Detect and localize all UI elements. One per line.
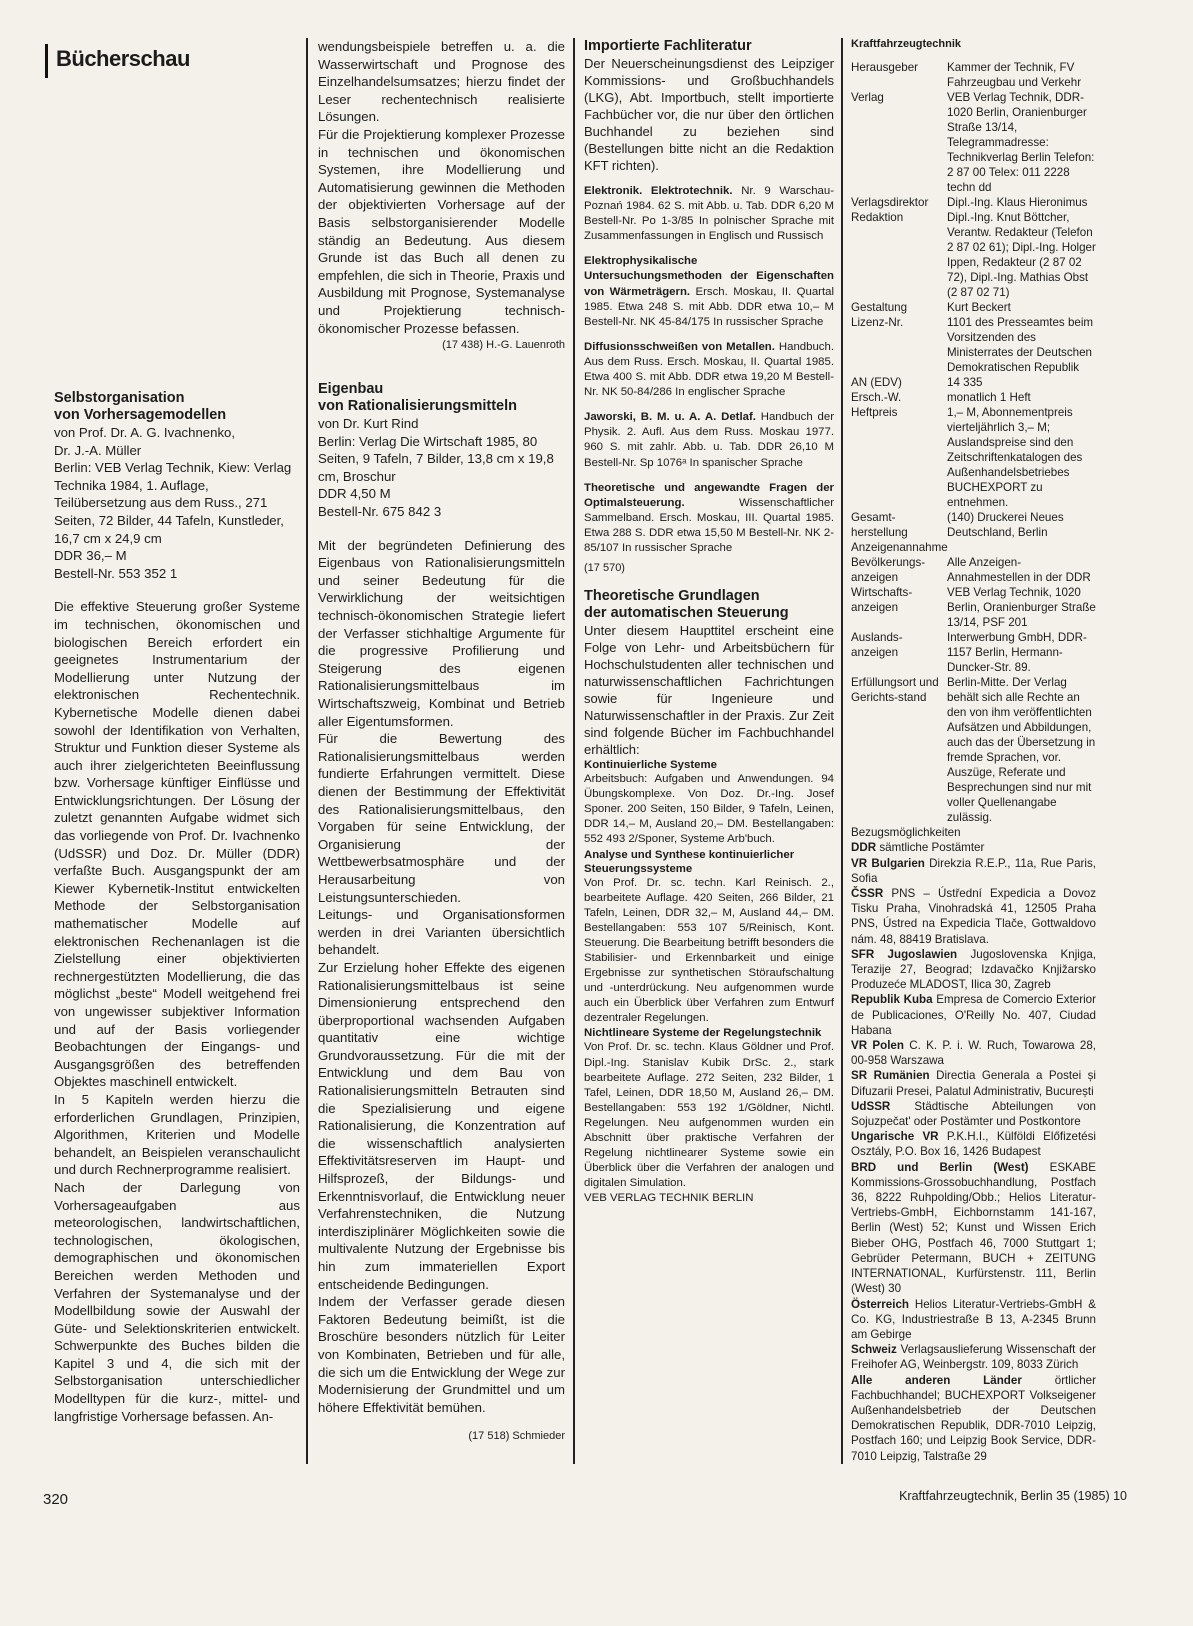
page-footer: Kraftfahrzeugtechnik, Berlin 35 (1985) 10 [899,1489,1127,1503]
imprint-row: Verlagsdirektor Dipl.-Ing. Klaus Hieronimus [851,196,1088,209]
distribution-entry: VR Polen C. K. P. i. W. Ruch, Towarowa 28, 00-958 Warszawa [851,1039,1096,1068]
publisher-line: VEB VERLAG TECHNIK BERLIN [584,1192,754,1205]
book-text: Von Prof. Dr. sc. techn. Klaus Göldner und Prof. Dipl.-Ing. Stanislav Kubik DrSc. 2., stark bearbeitete Auflage. 272 Seiten, 232 Bilder, 1 Tafel, Leinen, DDR 18,50 M, Ausland 26,– DM. Bestellangaben: 553 192 1/Göldner, Nichtl. Regelungen. Neu aufgenommen wurden ein Abschnitt über praktische Verfahren der Regelung nichtlinearer Systeme sowie ein Überblick über die Verfahren der analogen und digitalen Simulation. [584,1041,834,1190]
ads-row: Auslands-anzeigen Interwerbung GmbH, DDR-1157 Berlin, Hermann-Duncker-Str. 89. [851,631,1087,675]
import-title: Importierte Fachliteratur [584,38,752,54]
page-number: 320 [43,1491,69,1508]
distribution-entry: VR Bulgarien Direkzia R.E.P., 11a, Rue Paris, Sofia [851,856,1096,885]
imprint-row: Herausgeber Kammer der Technik, FV Fahrzeugbau und Verkehr [851,61,1082,89]
theory-title: Theoretische Grundlagen der automatischen Steuerung [584,588,789,622]
distribution-entry: Schweiz Verlagsauslieferung Wissenschaft der Freihofer AG, Weinbergstr. 109, 8033 Zürich [851,1343,1096,1372]
imprint-row: Redaktion Dipl.-Ing. Knut Böttcher, Verantw. Redakteur (Telefon 2 87 02 61); Dipl.-Ing. Holger Ippen, Redakteur (2 87 02 72), Dipl.-Ing. Mathias Obst (2 87 02 71) [851,211,1096,299]
section-marker [45,44,48,78]
column-rule [841,38,843,1464]
review-signature: (17 438) H.-G. Lauenroth [442,339,565,352]
import-entry: Elektrophysikalische Untersuchungsmethoden der Eigenschaften von Wärmeträgern. Ersch. Moskau, II. Quartal 1985. Etwa 248 S. mit Abb. DDR etwa 10,– M Bestell-Nr. NK 45-84/175 In russischer Sprache [584,255,834,328]
column-rule [573,38,575,1464]
review-meta: von Dr. Kurt Rind Berlin: Verlag Die Wirtschaft 1985, 80 Seiten, 9 Tafeln, 7 Bilder, 13,8 cm x 19,8 cm, Broschur DDR 4,50 M Bestell-Nr. 675 842 3 [318,416,554,520]
import-entry: Theoretische und angewandte Fragen der Optimalsteuerung. Wissenschaftlicher Sammelband. Ersch. Moskau, III. Quartal 1985. Etwa 288 S. DDR etwa 15,50 M Bestell-Nr. NK 2-85/107 In russischer Sprache [584,481,834,554]
distribution-entry: Ungarische VR P.K.H.I., Külföldi Előfizetési Osztály, P.O. Box 16, 1426 Budapest [851,1130,1096,1159]
imprint-table [851,60,1096,540]
distribution-entry: SR Rumänien Directia Generala a Postei și Difuzarii Presei, Palatul Administrativ, București [851,1069,1096,1098]
imprint-row: Heftpreis 1,– M, Abonnementpreis vierteljährlich 3,– M; Auslandspreise sind den Zeitschriftenkatalogen des Außenhandelsbetriebes BUCHEXPORT zu entnehmen. [851,406,1083,509]
imprint-row: Gesamt-herstellung (140) Druckerei Neues Deutschland, Berlin [851,511,1064,539]
column-1 [54,38,300,1425]
review-title: Eigenbau von Rationalisierungsmitteln [318,381,517,415]
book-heading: Nichtlineare Systeme der Regelungstechnik [584,1027,822,1040]
distribution-entry: DDR sämtliche Postämter [851,841,985,855]
imprint-row: AN (EDV) 14 335 [851,376,983,389]
imprint-row: Ersch.-W. monatlich 1 Heft [851,391,1031,404]
review-body: Mit der begründeten Definierung des Eigenbaus von Rationalisierungsmitteln und seiner Bedeutung für die Verwirklichung der weitsichtigen technisch-ökonomischen Strategie liefert der Verfasser stichhaltige Argumente für die progressive Profilierung und Steigerung des eigenen Rationalisierungsmittelbaus im Wirtschaftszweig, Kombinat und Betrieb aller Eigentumsformen. Für die Bewertung des Rationalisierungsmittelbaus werden fundierte Erfahrungen vermittelt. Diese dienen der Bestimmung der Effektivität des Rationalisierungsmittelbaus, den Vorgaben für seine Entwicklung, der Organisierung der Wettbewerbsatmosphäre und der Herausarbeitung von Leistungsunterschieden. Leitungs- und Organisationsformen werden in drei Varianten übersichtlich behandelt. Zur Erzielung hoher Effekte des eigenen Rationalisierungsmittelbaus ist seine Dimensionierung entsprechend den überproportional wachsenden Aufgaben quantitativ eine wichtige Grundvoraussetzung. Für die mit der Entwicklung und dem Bau von Rationalisierungsmitteln Betrauten sind die Spezialisierung und eigene Rationalisierung, die Konzentration auf die wissenschaftlich analysierten Effektivitätsreserven im Haupt- und Hilfsprozeß, der Bildungs- und Erkenntnisvorlauf, die Entwicklung neuer Verfahrenstechniken, die Nutzung interdisziplinärer Möglichkeiten sowie die multivalente Nutzung der Ergebnisse bis hin zum immateriellen Export entscheidende Bedingungen. Indem der Verfasser gerade diesen Faktoren Bedeutung beimißt, ist die Broschüre besonders nützlich für Leiter von Kombinaten, Betrieben und für alle, die sich um die Entwicklung der Wege zur Modernisierung der Grundmittel und um höhere Effektivität bemühen. [318,537,565,1415]
book-text: Arbeitsbuch: Aufgaben und Anwendungen. 94 Übungskomplexe. Von Doz. Dr.-Ing. Josef Sponer. 200 Seiten, 150 Bilder, 9 Tafeln, Leinen, DDR 14,– M, Ausland 20,– DM. Bestellangaben: 552 493 2/Sponer, Systeme Arb'buch. [584,773,834,846]
ads-row: Wirtschafts-anzeigen VEB Verlag Technik, 1020 Berlin, Oranienburger Straße 13/14, PSF 201 [851,586,1096,630]
review-body: Die effektive Steuerung großer Systeme im technischen, ökonomischen und biologischen Bereich erfordert ein geeignetes Instrumentarium der Modellierung unter Nutzung der elektronischen Rechentechnik. Kybernetische Modelle dienen dabei sowohl der Identifikation von Verhalten, Struktur und Funktion dieser Systeme als auch ihrer zielgerichteten Beeinflussung bzw. Vorhersage künftiger Einflüsse und Entwicklungsrichtungen. Der Lösung der zuletzt genannten Aufgabe widmet sich das vorliegende von Prof. Dr. Ivachnenko (UdSSR) und Doz. Dr. Müller (DDR) verfaßte Buch. Ausgangspunkt der am Kiewer Kybernetik-Institut entwickelten Methode der Selbstorganisation mathematischer Modelle auf elektronischen Rechenanlagen ist die Zielstellung einer objektivierten rechnergestützten Modellierung, die das möglichst „beste“ Modell weitgehend frei von ungewisser subjektiver Information und auf der Basis vorliegender Beobachtungen der Eingangs- und Ausgangsgrößen des betreffenden Objektes maschinell entwickelt. In 5 Kapiteln werden hierzu die erforderlichen Grundlagen, Prinzipien, Algorithmen, Kriterien und Modelle behandelt, an Beispielen veranschaulicht und durch Rechnerprogramme realisiert. Nach der Darlegung von Vorhersageaufgaben aus meteorologischen, landwirtschaftlichen, technologischen, ökologischen, demographischen und ökonomischen Bereichen werden Methoden und Verfahren der Systemanalyse und der Modellbildung sowie der Auswahl der Güte- und Selektionskriterien entwickelt. Schwerpunkte des Buches bilden die Kapitel 3 und 4, die sich mit der Selbstorganisation unterschiedlicher Modelltypen für die kurz-, mittel- und langfristige Vorhersage befassen. An- [54,599,300,1424]
ads-table [851,555,1096,825]
review-signature: (17 518) Schmieder [468,1430,565,1443]
distribution-entry: Alle anderen Länder örtlicher Fachbuchhandel; BUCHEXPORT Volkseigener Außenhandelsbetrieb der Deutschen Demokratischen Republik, DDR-7010 Leipzig, Postfach 160; und Leipzig Book Service, DDR-7010 Leipzig, Talstraße 29 [851,1373,1096,1463]
import-ref: (17 570) [584,562,625,575]
distribution-entry: SFR Jugoslawien Jugoslovenska Knjiga, Terazije 27, Beograd; Izdavačko Knjižarsko Produzeće MLADOST, Ilica 30, Zagreb [851,947,1096,992]
distribution-entry: UdSSR Städtische Abteilungen von Sojuzpečat' oder Postämter und Postkontore [851,1099,1096,1129]
column-2 [318,38,565,1442]
distribution-heading: Bezugsmöglichkeiten [851,826,961,840]
import-entry: Diffusionsschweißen von Metallen. Handbuch. Aus dem Russ. Ersch. Moskau, II. Quartal 1985. Etwa 400 S. mit Abb. DDR etwa 19,20 M Bestell-Nr. NK 50-84/286 In englischer Sprache [584,340,834,399]
distribution-entry: ČSSR PNS – Ústřední Expedicia a Dovoz Tisku Praha, Vinohradská 41, 12505 Praha PNS, Ústred na Expedicia Tlače, Gottwaldovo nám. 48, 88419 Bratislava. [851,887,1096,946]
distribution-entry: BRD und Berlin (West) ESKABE Kommissions-Grossobuchhandlung, Postfach 36, 8222 Ruhpolding/Obb.; Helios Literatur-Vertriebs-GmbH, Eichbornstamm 141-167, Berlin (West) 52; Kunst und Wissen Erich Bieber OHG, Postfach 46, 7000 Stuttgart 1; Gebrüder Petermann, BUCH + ZEITUNG INTERNATIONAL, Kurfürstenstr. 111, Berlin (West) 30 [851,1160,1096,1296]
review-title: Selbstorganisation von Vorhersagemodellen [54,390,227,423]
book-heading: Kontinuierliche Systeme [584,759,717,772]
imprint-heading: Kraftfahrzeugtechnik [851,38,962,50]
section-title: Bücherschau [56,46,190,71]
column-4 [851,38,1096,1464]
ads-heading: Anzeigenannahme [851,541,948,554]
ads-row: Bevölkerungs-anzeigen Alle Anzeigen-Annahmestellen in der DDR [851,556,1091,585]
distribution-entry: Österreich Helios Literatur-Vertriebs-GmbH & Co. KG, Industriestraße B 13, A-2345 Brunn am Gebirge [851,1297,1096,1341]
review-meta: von Prof. Dr. A. G. Ivachnenko, Dr. J.-A. Müller Berlin: VEB Verlag Technik, Kiew: Verlag Technika 1984, 1. Auflage, Teilübersetzung aus dem Russ., 271 Seiten, 72 Bilder, 44 Tafeln, Kunstleder, 16,7 cm x 24,9 cm DDR 36,– M Bestell-Nr. 553 352 1 [54,425,292,581]
imprint-row: Lizenz-Nr. 1101 des Presseamtes beim Vorsitzenden des Ministerrates der Deutschen Demokratischen Republik [851,316,1094,374]
review-continuation: wendungsbeispiele betreffen u. a. die Wasserwirtschaft und Prognose des Einzelhandelsumsatzes; hierzu findet der Leser rechentechnisch realisierte Lösungen. Für die Projektierung komplexer Prozesse in technischen und ökonomischen Systemen, ihre Modellierung und Automatisierung gewinnen die Methoden der objektivierten Vorhersage auf der Basis selbstorganisierender Modelle ständig an Bedeutung. Aus diesem Grunde ist das Buch all denen zu empfehlen, die sich in Theorie, Praxis und Ausbildung mit Prognose, Systemanalyse und Projektierung technisch-ökonomischer Prozesse befassen. [318,39,565,336]
import-intro: Der Neuerscheinungsdienst des Leipziger Kommissions- und Großbuchhandels (LKG), Abt. Importbuch, stellt importierte Fachbücher vor, die nur über den örtlichen Buchhandel zu beziehen sind (Bestellungen bitte nicht an die Redaktion KFT richten). [584,56,834,173]
ads-row: Erfüllungsort und Gerichts-stand Berlin-Mitte. Der Verlag behält sich alle Rechte an den von ihm veröffentlichten Aufsätzen und Abbildungen, auch das der Übersetzung in fremde Sprachen, vor. Auszüge, Referate und Besprechungen sind nur mit voller Quellenangabe zulässig. [851,676,1096,825]
import-entry: Jaworski, B. M. u. A. A. Detlaf. Handbuch der Physik. 2. Aufl. Aus dem Russ. Moskau 1977. 960 S. mit zahlr. Abb. u. Tab. DDR 26,10 M Bestell-Nr. Sp 1076ᵃ In spanischer Sprache [584,411,834,469]
book-text: Von Prof. Dr. sc. techn. Karl Reinisch. 2., bearbeitete Auflage. 420 Seiten, 266 Bilder, 21 Tafeln, Leinen, DDR 32,– M, Ausland 44,– DM. Bestellangaben: 553 107 5/Reinisch, Kont. Steuerung. Die Bearbeitung betrifft besonders die Stabilisier- und Erkennbarkeit und einige Ergebnisse zur synthetischen Störaufschaltung und -unterdrückung. Neu aufgenommen wurde auch ein Überblick über Verfahren zum Entwurf dezentraler Regelungen. [584,876,834,1025]
column-rule [306,38,308,1464]
distribution-entry: Republik Kuba Empresa de Comercio Exterior de Publicaciones, O'Reilly No. 407, Ciudad Habana [851,993,1096,1037]
import-entry: Elektronik. Elektrotechnik. Nr. 9 Warschau-Poznań 1984. 62 S. mit Abb. u. Tab. DDR 6,20 M Bestell-Nr. Po 1-3/85 In polnischer Sprache mit Zusammenfassungen in Englisch und Russisch [584,185,835,243]
book-heading: Analyse und Synthese kontinuierlicher Steuerungssysteme [584,848,795,875]
theory-intro: Unter diesem Haupttitel erscheint eine Folge von Lehr- und Arbeitsbüchern für Hochschulstudenten aller technischen und naturwissenschaftlichen Fachrichtungen sowie für Ingenieure und Naturwissenschaftler in der Praxis. Zur Zeit sind folgende Bücher im Fachbuchhandel erhältlich: [584,623,834,758]
distribution-list [851,840,1096,1463]
column-3 [584,38,834,1207]
imprint-row: Gestaltung Kurt Beckert [851,301,1011,314]
imprint-row: Verlag VEB Verlag Technik, DDR-1020 Berlin, Oranienburger Straße 13/14, Telegrammadresse: Technikverlag Berlin Telefon: 2 87 00 Telex: 011 2228 techn dd [851,91,1095,194]
